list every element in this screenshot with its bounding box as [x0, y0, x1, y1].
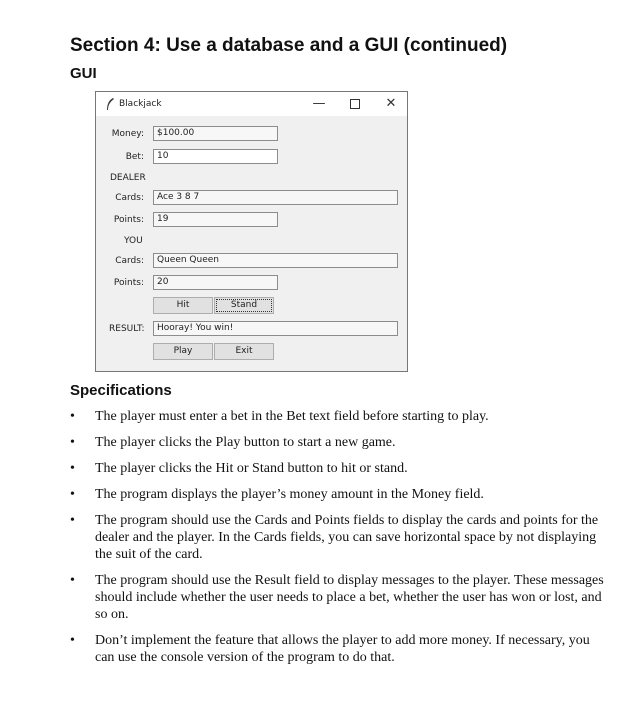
player-points-label: Points:	[113, 278, 144, 288]
window-title: Blackjack	[119, 99, 162, 109]
bullet-icon: •	[70, 435, 75, 450]
list-item: • The program should use the Cards and Points fields to display the cards and points for the dealer and the player. In the Cards fields, you can save horizontal space by not displaying the suit of the card.	[70, 513, 599, 562]
close-button[interactable]: ✕	[385, 96, 397, 111]
title-bar[interactable]	[96, 92, 407, 116]
bullet-icon: •	[70, 633, 75, 648]
money-label: Money:	[111, 129, 144, 139]
dealer-points-field[interactable]: 19	[153, 212, 278, 227]
tk-feather-icon	[105, 97, 115, 111]
bullet-icon: •	[70, 573, 75, 588]
list-item: • The program displays the player’s money amount in the Money field.	[70, 487, 484, 502]
dealer-cards-label: Cards:	[115, 193, 144, 203]
list-item: • The player must enter a bet in the Bet text field before starting to play.	[70, 409, 489, 424]
player-points-field[interactable]: 20	[153, 275, 278, 290]
bullet-icon: •	[70, 461, 75, 476]
list-item: • Don’t implement the feature that allows the player to add more money. If necessary, you can use the console version of the program to do that.	[70, 633, 590, 665]
player-cards-field[interactable]: Queen Queen	[153, 253, 398, 268]
list-item: • The player clicks the Hit or Stand button to hit or stand.	[70, 461, 408, 476]
dealer-cards-field[interactable]: Ace 3 8 7	[153, 190, 398, 205]
gui-subheading: GUI	[70, 65, 97, 82]
dealer-points-label: Points:	[113, 215, 144, 225]
maximize-button[interactable]	[346, 96, 364, 112]
bullet-icon: •	[70, 487, 75, 502]
play-button[interactable]: Play	[153, 343, 213, 360]
section-heading: Section 4: Use a database and a GUI (continued)	[70, 35, 508, 56]
dealer-heading: DEALER	[110, 173, 146, 183]
bet-input[interactable]: 10	[153, 149, 278, 164]
blackjack-window	[95, 91, 408, 372]
list-item: • The player clicks the Play button to start a new game.	[70, 435, 396, 450]
player-cards-label: Cards:	[115, 256, 144, 266]
specifications-heading: Specifications	[70, 382, 172, 399]
specifications-list	[70, 408, 605, 666]
hit-button[interactable]: Hit	[153, 297, 213, 314]
bet-label: Bet:	[125, 152, 144, 162]
bullet-icon: •	[70, 409, 75, 424]
minimize-button[interactable]: —	[312, 96, 326, 111]
player-heading: YOU	[124, 236, 143, 246]
stand-button[interactable]: Stand	[214, 297, 274, 314]
result-field[interactable]: Hooray! You win!	[153, 321, 398, 336]
maximize-icon	[350, 99, 360, 109]
exit-button[interactable]: Exit	[214, 343, 274, 360]
money-field[interactable]: $100.00	[153, 126, 278, 141]
list-item: • The program should use the Result field to display messages to the player. These messages should include whether the user needs to place a bet, whether the user has won or lost, and so on.	[70, 573, 604, 622]
result-label: RESULT:	[109, 324, 145, 334]
bullet-icon: •	[70, 513, 75, 528]
